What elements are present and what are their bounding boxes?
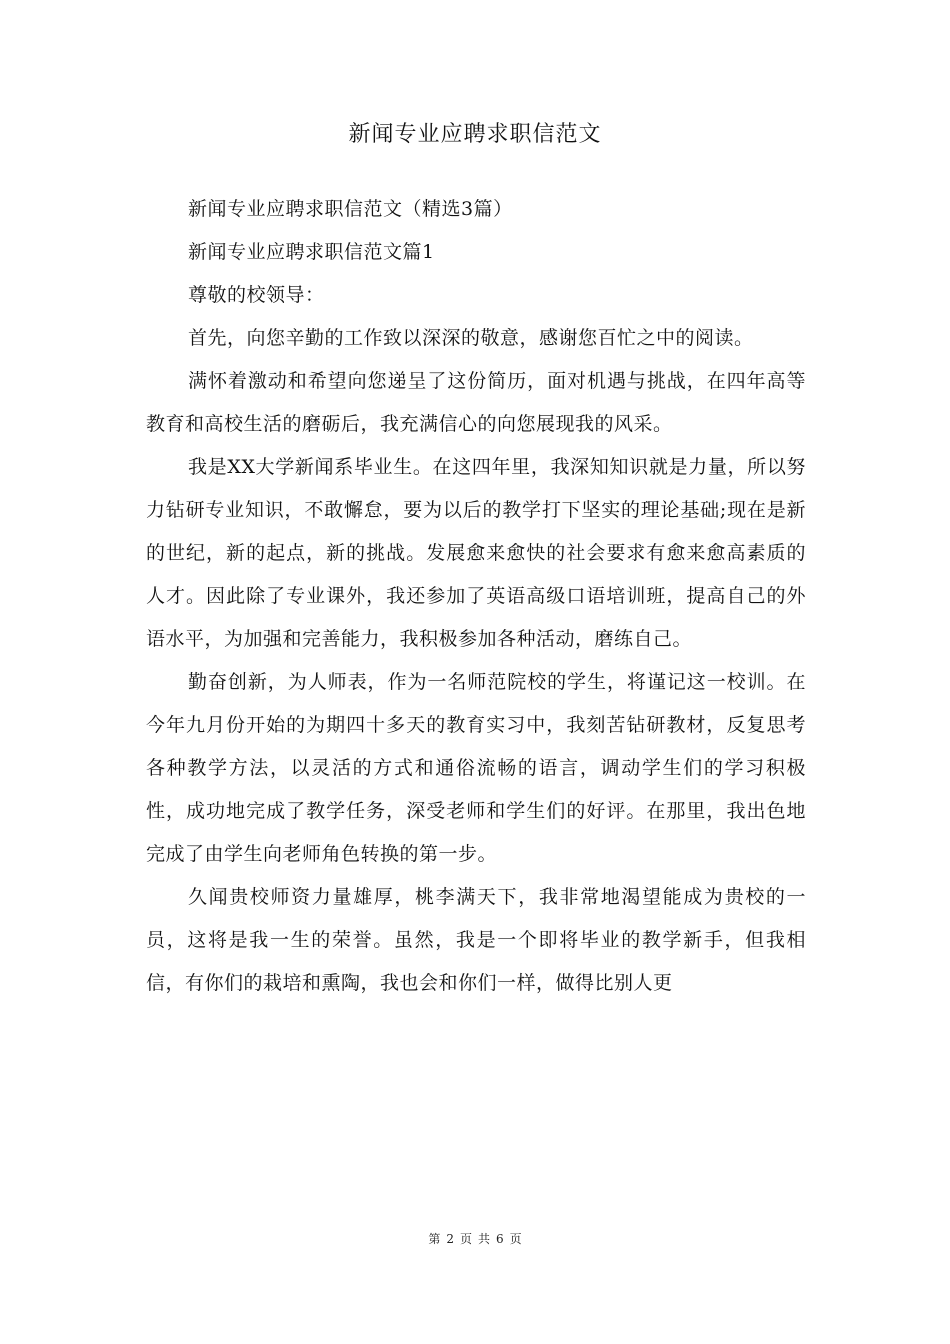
paragraph-subtitle: 新闻专业应聘求职信范文（精选3篇）: [188, 198, 513, 220]
footer-suffix: 页: [509, 1232, 522, 1246]
footer-prefix: 第: [428, 1232, 441, 1246]
paragraph-salutation: 尊敬的校领导：: [188, 284, 325, 306]
page-footer: [0, 1230, 950, 1248]
footer-page-word: 页: [459, 1232, 472, 1246]
paragraph-section-heading: 新闻专业应聘求职信范文篇1: [188, 241, 435, 263]
document-title: 新闻专业应聘求职信范文: [348, 122, 602, 147]
document-body: [146, 188, 806, 1005]
footer-current-page: 2: [446, 1232, 454, 1246]
paragraph-introduction: 满怀着激动和希望向您递呈了这份简历，面对机遇与挑战，在四年高等教育和高校生活的磨砺后，我充满信心的向您展现我的风采。: [146, 370, 806, 435]
footer-total-word: 共: [478, 1232, 491, 1246]
footer-total-pages: 6: [496, 1232, 504, 1246]
paragraph-education: 我是XX大学新闻系毕业生。在这四年里，我深知知识就是力量，所以努力钻研专业知识，不敢懈怠，要为以后的教学打下坚实的理论基础;现在是新的世纪，新的起点，新的挑战。发展愈来愈快的社会要求有愈来愈高素质的人才。因此除了专业课外，我还参加了英语高级口语培训班，提高自己的外语水平，为加强和完善能力，我积极参加各种活动，磨练自己。: [146, 456, 806, 650]
paragraph-opening: 首先，向您辛勤的工作致以深深的敬意，感谢您百忙之中的阅读。: [188, 327, 754, 349]
paragraph-internship: 勤奋创新，为人师表，作为一名师范院校的学生，将谨记这一校训。在今年九月份开始的为期四十多天的教育实习中，我刻苦钻研教材，反复思考各种教学方法，以灵活的方式和通俗流畅的语言，调动学生们的学习积极性，成功地完成了教学任务，深受老师和学生们的好评。在那里，我出色地完成了由学生向老师角色转换的第一步。: [146, 671, 806, 865]
paragraph-aspiration: 久闻贵校师资力量雄厚，桃李满天下，我非常地渴望能成为贵校的一员，这将是我一生的荣誉。虽然，我是一个即将毕业的教学新手，但我相信，有你们的栽培和熏陶，我也会和你们一样，做得比别人更: [146, 886, 806, 994]
